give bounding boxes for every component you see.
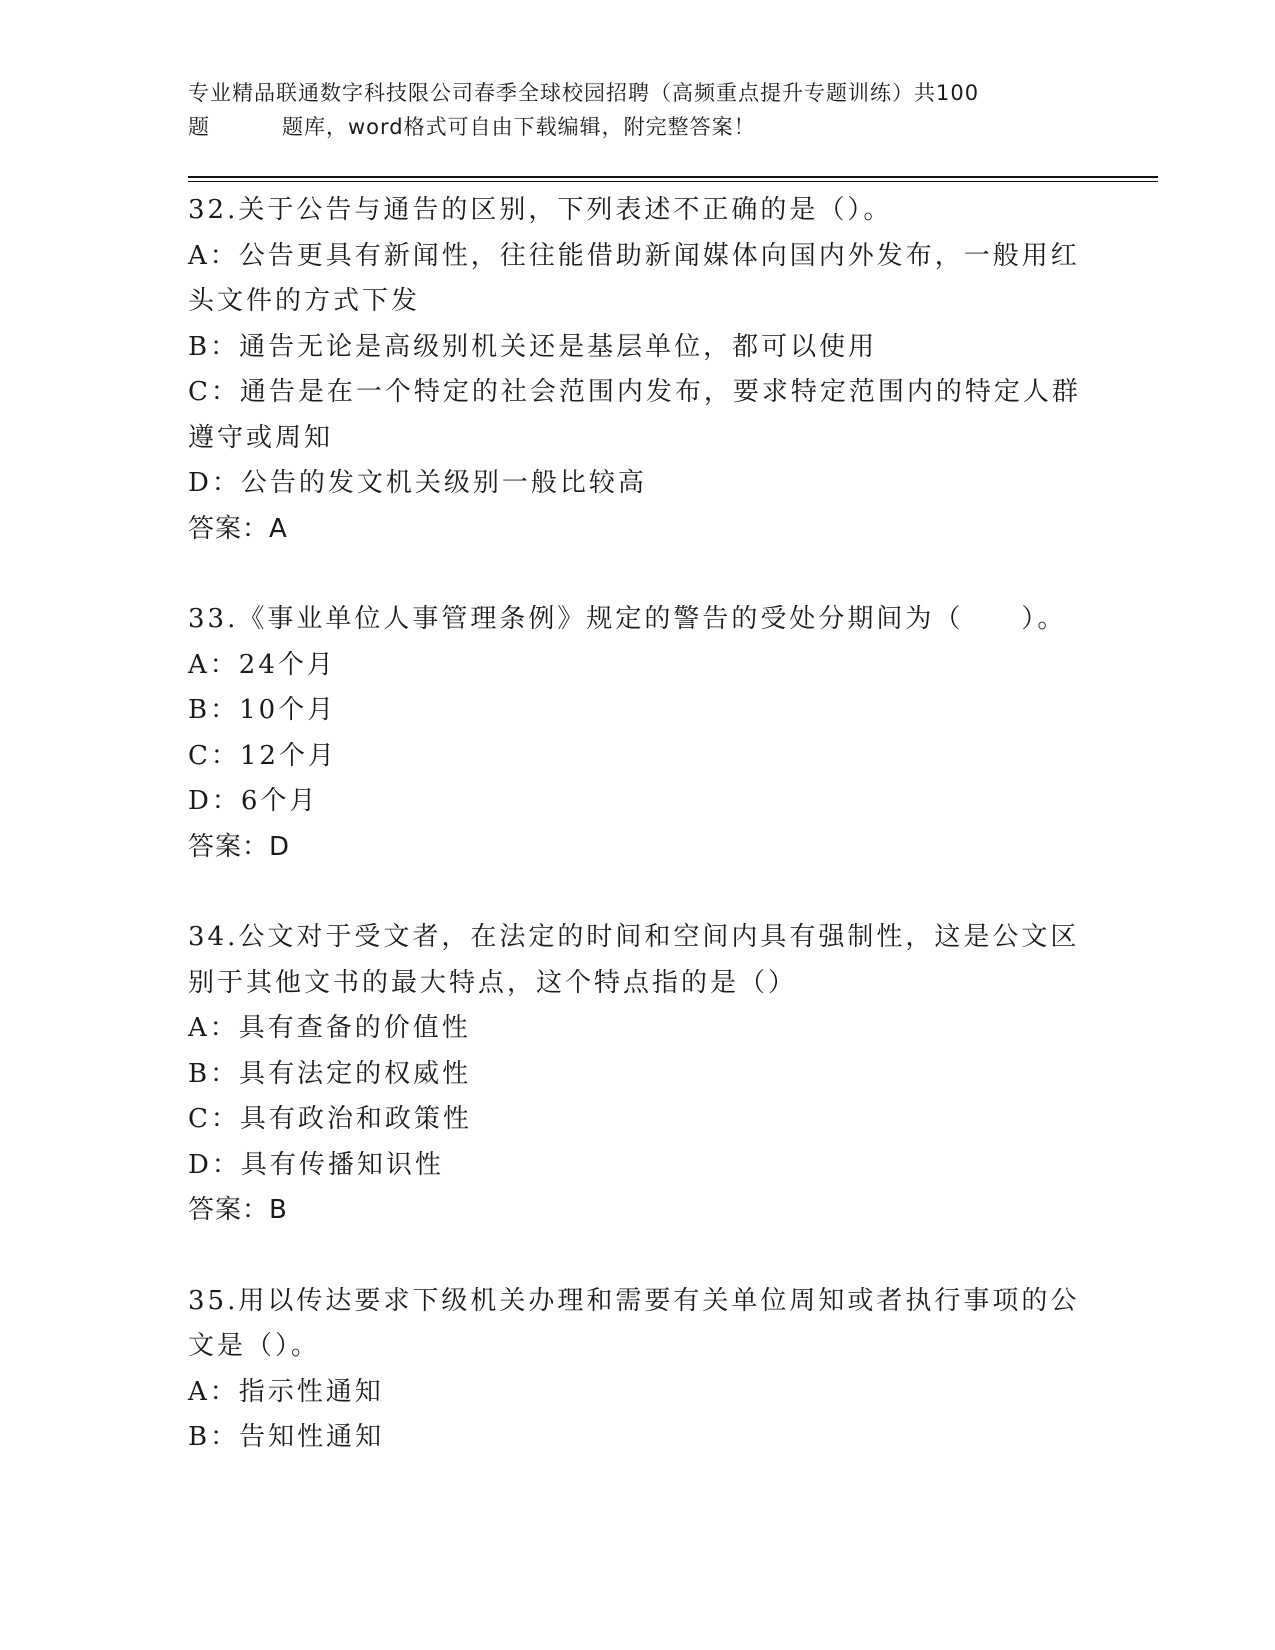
answer-option: B：告知性通知 xyxy=(188,1422,385,1452)
question-block xyxy=(188,1279,1088,1461)
answer-key: 答案：B xyxy=(188,1195,288,1225)
answer-option: D：6个月 xyxy=(188,786,319,816)
header-title-line-2 xyxy=(188,110,1088,144)
answer-option: B：具有法定的权威性 xyxy=(188,1058,472,1089)
header-title-line-1: 专业精品联通数字科技限公司春季全球校园招聘（高频重点提升专题训练）共100 xyxy=(188,81,980,105)
answer-key: 答案：A xyxy=(188,513,288,544)
answer-option: D：公告的发文机关级别一般比较高 xyxy=(188,468,647,498)
answer-option: C：具有政治和政策性 xyxy=(188,1104,472,1134)
document-header xyxy=(188,76,1088,144)
question-stem: 35.用以传达要求下级机关办理和需要有关单位周知或者执行事项的公文是（）。 xyxy=(188,1285,1080,1361)
question-stem: 32.关于公告与通告的区别，下列表述不正确的是（）。 xyxy=(188,195,893,225)
question-block xyxy=(188,597,1088,870)
header-divider-thin xyxy=(188,181,1158,182)
answer-option: A：公告更具有新闻性，往往能借助新闻媒体向国内外发布，一般用红头文件的方式下发 xyxy=(188,240,1080,316)
answer-option: A：指示性通知 xyxy=(188,1376,384,1407)
answer-option: B：通告无论是高级别机关还是基层单位，都可以使用 xyxy=(188,331,878,362)
header-divider-thick xyxy=(188,176,1158,178)
question-block xyxy=(188,188,1088,552)
answer-option: C：通告是在一个特定的社会范围内发布，要求特定范围内的特定人群遵守或周知 xyxy=(188,377,1081,453)
question-stem: 34.公文对于受文者，在法定的时间和空间内具有强制性，这是公文区别于其他文书的最大特点，这个特点指的是（） xyxy=(188,922,1080,998)
answer-option: B：10个月 xyxy=(188,695,337,725)
question-list xyxy=(188,188,1088,1461)
header-title-prefix: 题 xyxy=(188,115,210,139)
answer-option: A：具有查备的价值性 xyxy=(188,1013,471,1043)
question-block xyxy=(188,915,1088,1234)
header-title-rest: 题库，word格式可自由下载编辑，附完整答案！ xyxy=(282,115,756,139)
question-stem: 33.《事业单位人事管理条例》规定的警告的受处分期间为（ ）。 xyxy=(188,604,1067,634)
answer-option: D：具有传播知识性 xyxy=(188,1149,444,1180)
answer-option: A：24个月 xyxy=(188,649,336,680)
answer-key: 答案：D xyxy=(188,831,291,862)
answer-option: C：12个月 xyxy=(188,740,337,771)
